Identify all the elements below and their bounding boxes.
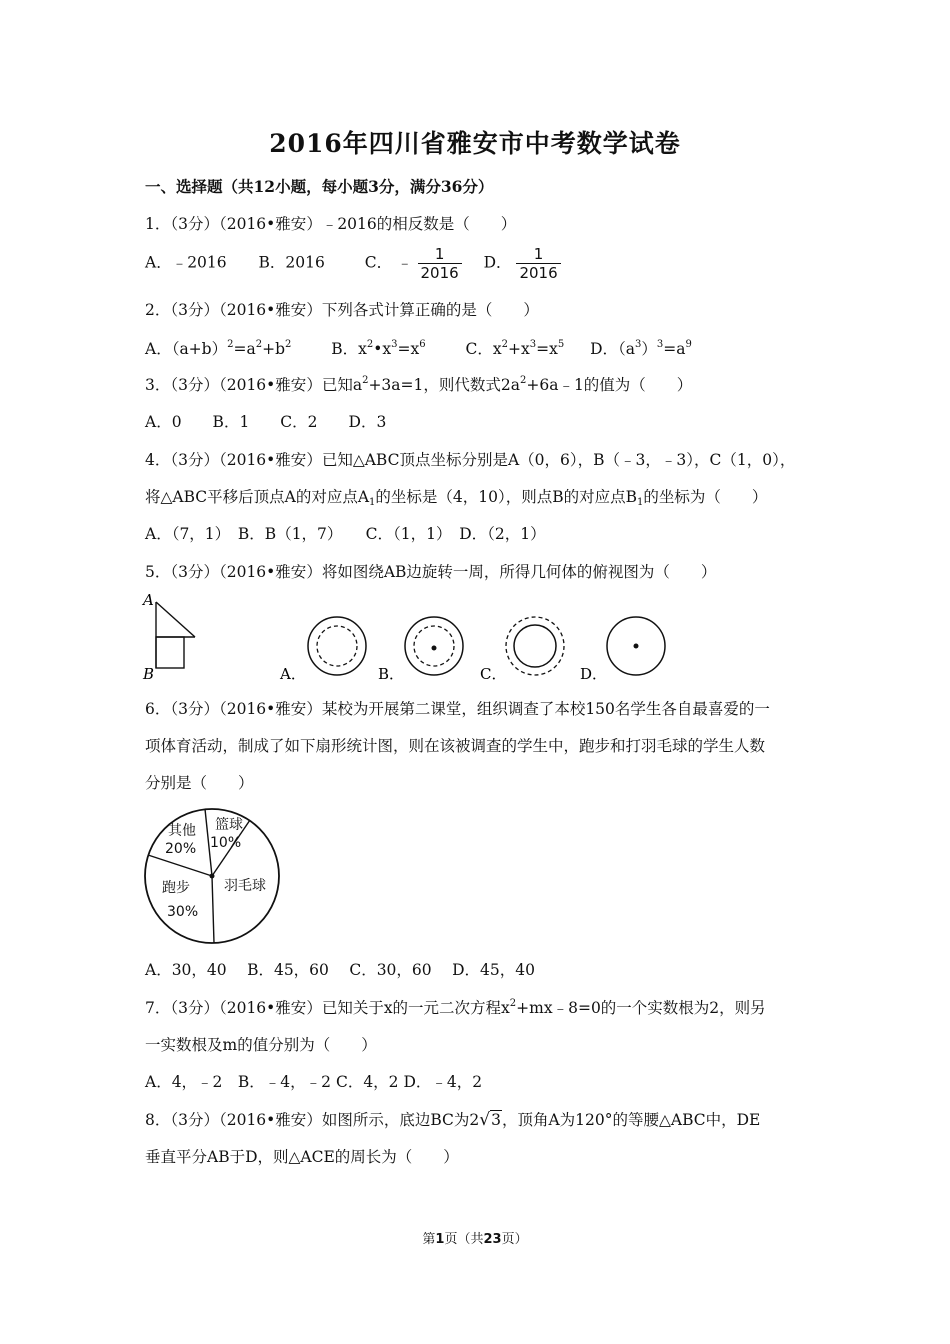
option-d-label: D．: [580, 665, 608, 683]
question-1-stem: 1．（3分）（2016•雅安）﹣2016的相反数是（ ）: [145, 215, 517, 233]
q2-option-a: A．$(a+b)^2=a^2+b^2$: [145, 339, 292, 358]
point-a-label: A: [143, 591, 154, 609]
pie-label-basketball: 篮球: [215, 817, 243, 833]
option-c-figure: [506, 617, 564, 675]
pie-divider-bottom: [212, 876, 214, 943]
pie-divider-left: [148, 855, 212, 876]
question-8-line-1: 8．（3分）（2016•雅安）如图所示，底边BC为2√3，顶角A为120°的等腰△ABC中，DE: [145, 1110, 761, 1130]
option-b-label: B．: [378, 665, 405, 683]
question-7-line-1: 7．（3分）（2016•雅安）已知关于x的一元二次方程$x^2+mx﹣8=0$的一个实数根为2，则另: [145, 998, 766, 1017]
pie-label-other: 其他: [168, 823, 196, 839]
fraction-c: $\frac{1}{2016}$: [418, 245, 462, 282]
q1-option-b: B．2016: [258, 253, 325, 272]
option-c-label: C．: [480, 665, 507, 683]
question-8-line-2: 垂直平分AB于D，则△ACE的周长为（ ）: [145, 1148, 459, 1166]
option-a-figure: [308, 617, 366, 675]
page-footer: 第1页（共23页）: [422, 1232, 528, 1247]
q1-option-d: D．: [483, 253, 512, 272]
question-4-line-1: 4．（3分）（2016•雅安）已知△ABC顶点坐标分别是A（0，6），B（﹣3，﹣3），C（1，0），: [145, 451, 796, 469]
pie-pct-running: 30%: [167, 904, 199, 920]
q2-option-b: B．$x^2•x^3=x^6$: [331, 339, 426, 358]
pie-pct-other: 20%: [165, 841, 197, 857]
question-6-line-2: 项体育活动，制成了如下扇形统计图，则在该被调查的学生中，跑步和打羽毛球的学生人数: [145, 737, 766, 755]
sqrt-expression: √3: [479, 1110, 501, 1130]
rotation-figure: [141, 591, 195, 683]
pie-label-badminton: 羽毛球: [224, 878, 266, 894]
fraction-d: $\frac{1}{2016}$: [516, 245, 560, 282]
question-5-figures: [140, 588, 680, 683]
pie-chart: [140, 804, 285, 949]
question-7-options: A．4，﹣2 B．﹣4，﹣2 C．4，2 D．﹣4，2: [145, 1073, 483, 1091]
question-1-options: A．﹣2016 B．2016 C． ﹣ $\frac{1}{2016}$ D． $\frac{1}{2016}$: [145, 245, 561, 282]
question-4-line-2: 将△ABC平移后顶点A的对应点$A_1$的坐标是（4，10），则点B的对应点$B_1$的坐标为（ ）: [145, 488, 768, 508]
question-2-stem: 2．（3分）（2016•雅安）下列各式计算正确的是（ ）: [145, 301, 539, 319]
option-d-figure: [607, 617, 665, 675]
question-3-options: A．0 B．1 C．2 D．3: [145, 413, 387, 431]
page-title: 2016年四川省雅安市中考数学试卷: [269, 129, 681, 158]
pie-pct-basketball: 10%: [210, 835, 242, 851]
question-7-line-2: 一实数根及m的值分别为（ ）: [145, 1036, 377, 1054]
option-a-label: A．: [280, 665, 306, 683]
option-b-figure: [405, 617, 463, 675]
total-pages: 23: [483, 1232, 502, 1247]
q2-option-d: D．$(a^3)^3=a^9$: [590, 339, 692, 358]
q2-option-c: C．$x^2+x^3=x^5$: [465, 339, 565, 358]
section-heading: 一、选择题（共12小题，每小题3分，满分36分）: [145, 177, 494, 196]
point-b-label: B: [143, 665, 155, 683]
q1-option-a: A．﹣2016: [145, 253, 227, 272]
pie-label-running: 跑步: [162, 880, 190, 896]
current-page: 1: [435, 1232, 445, 1247]
q1-option-c: C．: [364, 253, 393, 272]
question-4-options: A．（7，1） B．B（1，7） C．（1，1） D．（2，1）: [145, 525, 546, 543]
question-6-line-3: 分别是（ ）: [145, 774, 254, 792]
question-6-line-1: 6．（3分）（2016•雅安）某校为开展第二课堂，组织调查了本校150名学生各自最喜爱的一: [145, 700, 770, 718]
question-6-options: A．30，40 B．45，60 C．30，60 D．45，40: [145, 961, 535, 979]
question-2-options: [145, 337, 692, 359]
question-5-stem: 5．（3分）（2016•雅安）将如图绕AB边旋转一周，所得几何体的俯视图为（ ）: [145, 563, 717, 581]
question-3-stem: 3．（3分）（2016•雅安）已知$a^2+3a=1$，则代数式$2a^2+6a﹣1$的值为（ ）: [145, 375, 693, 394]
